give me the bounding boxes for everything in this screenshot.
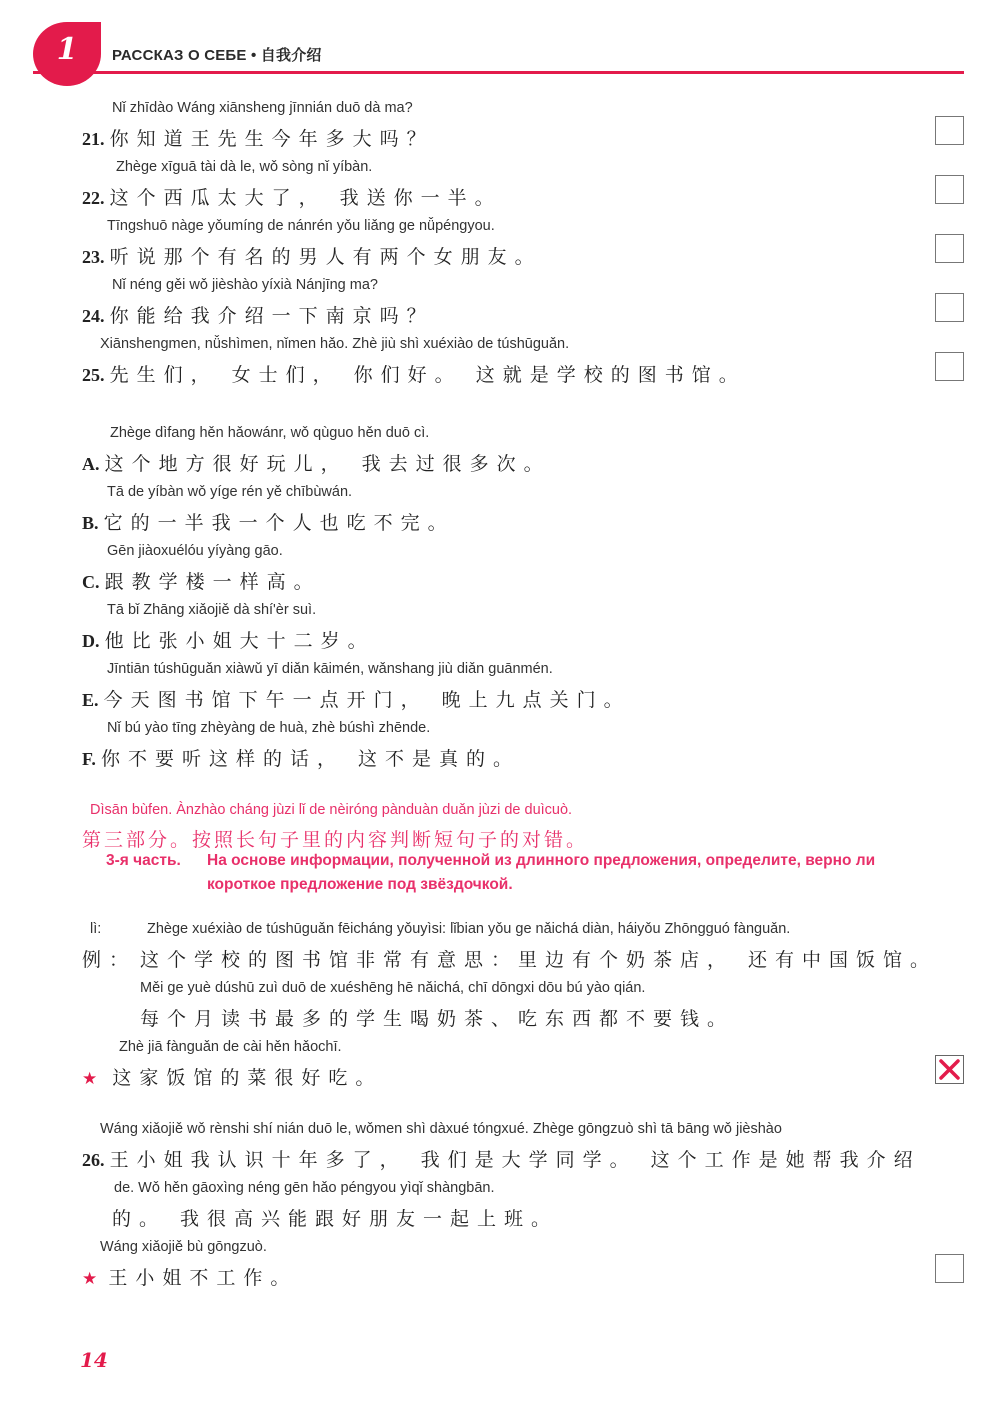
item-26-star-hanzi: 王小姐不工作。 (108, 1267, 298, 1289)
item-22-number: 22. (82, 188, 105, 208)
item-21-number: 21. (82, 129, 105, 149)
option-f (82, 744, 520, 771)
option-f-pinyin: Nǐ bú yào tīng zhèyàng de huà, zhè búshì zhēnde. (107, 720, 431, 736)
option-c-hanzi: 跟教学楼一样高。 (104, 571, 321, 593)
chapter-title: РАССКАЗ О СЕБЕ • 自我介绍 (112, 47, 322, 64)
item-23-pinyin: Tīngshuō nàge yǒumíng de nánrén yǒu liǎng ge nǚpéngyou. (107, 218, 495, 234)
answer-box-21[interactable] (935, 116, 964, 145)
answer-box-23[interactable] (935, 234, 964, 263)
page-number: 14 (80, 1348, 108, 1372)
option-b-pinyin: Tā de yíbàn wǒ yíge rén yě chībùwán. (107, 484, 353, 500)
item-25-hanzi: 先生们， 女士们， 你们好。 这就是学校的图书馆。 (109, 364, 746, 386)
option-f-letter: F. (82, 749, 96, 769)
part3-instruction-line1: На основе информации, полученной из длинного предложения, определите, верно ли (207, 852, 876, 869)
item-26-number: 26. (82, 1150, 105, 1170)
item-22-pinyin: Zhège xīguā tài dà le, wǒ sòng nǐ yíbàn. (116, 159, 373, 175)
option-f-hanzi: 你不要听这样的话， 这不是真的。 (100, 748, 520, 770)
part3-instruction-line2: короткое предложение под звёздочкой. (207, 876, 513, 893)
item-24-number: 24. (82, 306, 105, 326)
example-pinyin-1: Zhège xuéxiào de túshūguǎn fēicháng yǒuyìsi: lǐbian yǒu ge nǎichá diàn, háiyǒu Zhōngguó fànguǎn. (147, 921, 791, 937)
item-24-pinyin: Nǐ néng gěi wǒ jièshào yíxià Nánjīng ma? (112, 277, 378, 293)
option-d-letter: D. (82, 631, 100, 651)
item-26 (82, 1145, 921, 1172)
item-26-star-line (82, 1263, 297, 1290)
item-21 (82, 124, 434, 151)
option-e (82, 685, 631, 712)
answer-box-25[interactable] (935, 352, 964, 381)
example-star-pinyin: Zhè jiā fànguǎn de cài hěn hǎochī. (119, 1039, 342, 1055)
option-e-hanzi: 今天图书馆下午一点开门， 晚上九点关门。 (103, 689, 631, 711)
item-23 (82, 242, 542, 269)
answer-box-22[interactable] (935, 175, 964, 204)
item-25-number: 25. (82, 365, 105, 385)
x-mark-icon (938, 1058, 961, 1081)
part3-label: 3-я часть. (106, 852, 181, 869)
example-label: 例： (82, 949, 137, 971)
item-21-pinyin: Nǐ zhīdào Wáng xiānsheng jīnnián duō dà ma? (112, 100, 413, 116)
item-26-pinyin-2: de. Wǒ hěn gāoxìng néng gēn hǎo péngyou yìqǐ shàngbān. (114, 1180, 495, 1196)
item-21-hanzi: 你知道王先生今年多大吗？ (109, 128, 434, 150)
option-d (82, 626, 375, 653)
header-divider (33, 71, 964, 74)
star-icon: ★ (82, 1069, 98, 1089)
item-25-pinyin: Xiānshengmen, nǚshìmen, nǐmen hǎo. Zhè jiù shì xuéxiào de túshūguǎn. (100, 336, 570, 352)
option-c-pinyin: Gēn jiàoxuélóu yíyàng gāo. (107, 543, 283, 559)
item-25 (82, 360, 746, 387)
option-b-letter: B. (82, 513, 99, 533)
option-a (82, 449, 551, 476)
item-23-hanzi: 听说那个有名的男人有两个女朋友。 (109, 246, 542, 268)
item-26-hanzi-2: 的。 我很高兴能跟好朋友一起上班。 (112, 1208, 559, 1230)
part3-pinyin: Dìsān bùfen. Ànzhào cháng jùzi lǐ de nèiróng pànduàn duǎn jùzi de duìcuò. (90, 802, 573, 818)
option-b (82, 508, 455, 535)
option-d-pinyin: Tā bǐ Zhāng xiǎojiě dà shí'èr suì. (107, 602, 317, 618)
option-d-hanzi: 他比张小姐大十二岁。 (104, 630, 375, 652)
option-a-letter: A. (82, 454, 100, 474)
item-23-number: 23. (82, 247, 105, 267)
item-22-hanzi: 这个西瓜太大了， 我送你一半。 (109, 187, 502, 209)
item-26-pinyin-1: Wáng xiǎojiě wǒ rènshi shí nián duō le, wǒmen shì dàxué tóngxué. Zhège gōngzuò shì tā bāng wǒ jièshào (100, 1121, 782, 1137)
option-c-letter: C. (82, 572, 100, 592)
star-icon: ★ (82, 1269, 98, 1289)
example-pinyin-2: Měi ge yuè dúshū zuì duō de xuéshēng hē nǎichá, chī dōngxi dōu bú yào qián. (140, 980, 646, 996)
option-e-letter: E. (82, 690, 99, 710)
option-c (82, 567, 321, 594)
answer-box-24[interactable] (935, 293, 964, 322)
item-26-star-pinyin: Wáng xiǎojiě bù gōngzuò. (100, 1239, 267, 1255)
example-hanzi-1: 这个学校的图书馆非常有意思：里边有个奶茶店， 还有中国饭馆。 (140, 949, 938, 971)
example-label-pinyin: lì: (90, 921, 102, 937)
answer-box-26[interactable] (935, 1254, 964, 1283)
item-26-hanzi-1: 王小姐我认识十年多了， 我们是大学同学。 这个工作是她帮我介绍 (109, 1149, 921, 1171)
item-22 (82, 183, 502, 210)
example-star-line (82, 1063, 382, 1090)
example-answer-box (935, 1055, 964, 1084)
option-a-hanzi: 这个地方很好玩儿， 我去过很多次。 (104, 453, 551, 475)
example-hanzi-2: 每个月读书最多的学生喝奶茶、吃东西都不要钱。 (140, 1008, 735, 1030)
part3-title: 第三部分。按照长句子里的内容判断短句子的对错。 (82, 829, 589, 851)
option-a-pinyin: Zhège dìfang hěn hǎowánr, wǒ qùguo hěn duō cì. (110, 425, 430, 441)
option-e-pinyin: Jīntiān túshūguǎn xiàwǔ yī diǎn kāimén, wǎnshang jiù diǎn guānmén. (107, 661, 553, 677)
option-b-hanzi: 它的一半我一个人也吃不完。 (103, 512, 455, 534)
item-24-hanzi: 你能给我介绍一下南京吗？ (109, 305, 434, 327)
item-24 (82, 301, 434, 328)
chapter-number: 1 (56, 32, 78, 67)
example-star-hanzi: 这家饭馆的菜很好吃。 (112, 1067, 383, 1089)
